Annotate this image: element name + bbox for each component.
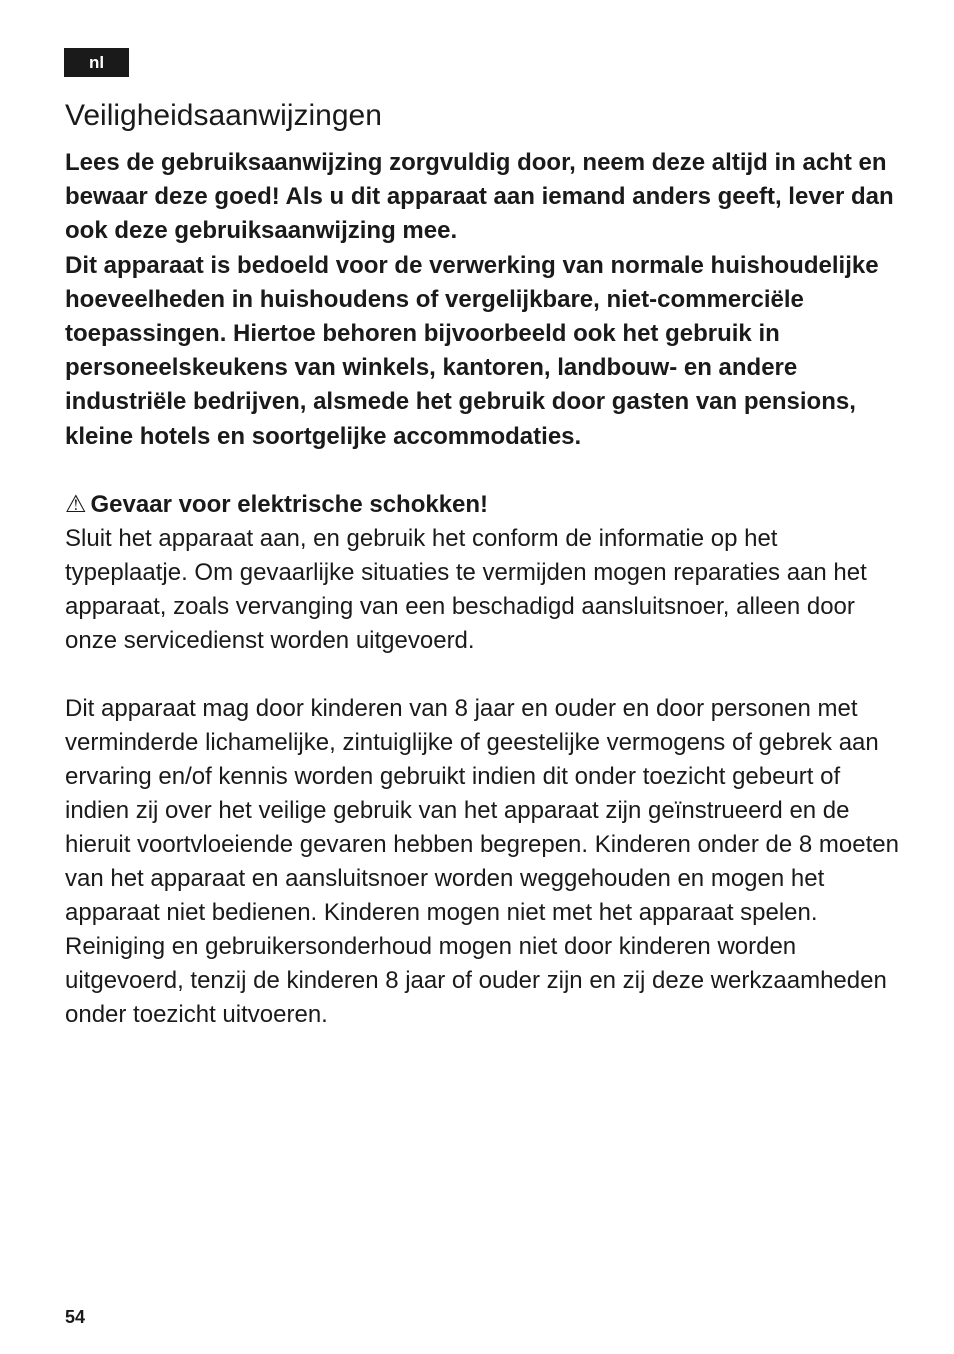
electric-shock-warning — [65, 488, 905, 658]
warning-heading — [65, 488, 905, 522]
intro-text — [65, 146, 905, 454]
intro-paragraph-intended-use: Dit apparaat is bedoeld voor de verwerking van normale huishoudelijke hoeveelheden in huishoudens of vergelijkbare, niet-commerciële toepassingen. Hiertoe behoren bijvoorbeeld ook het gebruik in personeelskeukens van winkels, kantoren, landbouw- en andere industriële bedrijven, alsmede het gebruik door gasten van pensions, kleine hotels en soortgelijke accommodaties. — [65, 251, 879, 450]
warning-heading-text: Gevaar voor elektrische schokken! — [90, 490, 489, 518]
intro-paragraph-usage: Lees de gebruiksaanwijzing zorgvuldig door, neem deze altijd in acht en bewaar deze goed! Als u dit apparaat aan iemand anders geeft, lever dan ook deze gebruiksaanwijzing mee. — [65, 149, 894, 245]
page-number: 54 — [65, 1307, 86, 1327]
children-paragraph: Dit apparaat mag door kinderen van 8 jaar en ouder en door personen met verminderde lichamelijke, zintuiglijke of geestelijke vermogens of gebrek aan ervaring en/of kennis worden gebruikt indien dit onder toezicht gebeurt of indien zij over het veilige gebruik van het apparaat zijn geïnstrueerd en de hieruit voortvloeiende gevaren hebben begrepen. Kinderen onder de 8 moeten van het apparaat en aansluitsnoer worden weggehouden en mogen het apparaat niet bedienen. Kinderen mogen niet met het apparaat spelen. Reiniging en gebruikersonderhoud mogen niet door kinderen worden uitgevoerd, tenzij de kinderen 8 jaar of ouder zijn en zij deze werkzaamheden onder toezicht uitvoeren. — [65, 694, 899, 1028]
language-badge: nl — [64, 48, 129, 77]
warning-triangle-icon: ⚠ — [65, 490, 87, 518]
safety-section — [65, 96, 905, 1032]
section-title: Veiligheidsaanwijzingen — [65, 99, 382, 132]
warning-text: Sluit het apparaat aan, en gebruik het conform de informatie op het typeplaatje. Om gevaarlijke situaties te vermijden mogen reparaties aan het apparaat, zoals vervanging van een beschadigd aansluitsnoer, alleen door onze servicedienst worden uitgevoerd. — [65, 524, 867, 654]
